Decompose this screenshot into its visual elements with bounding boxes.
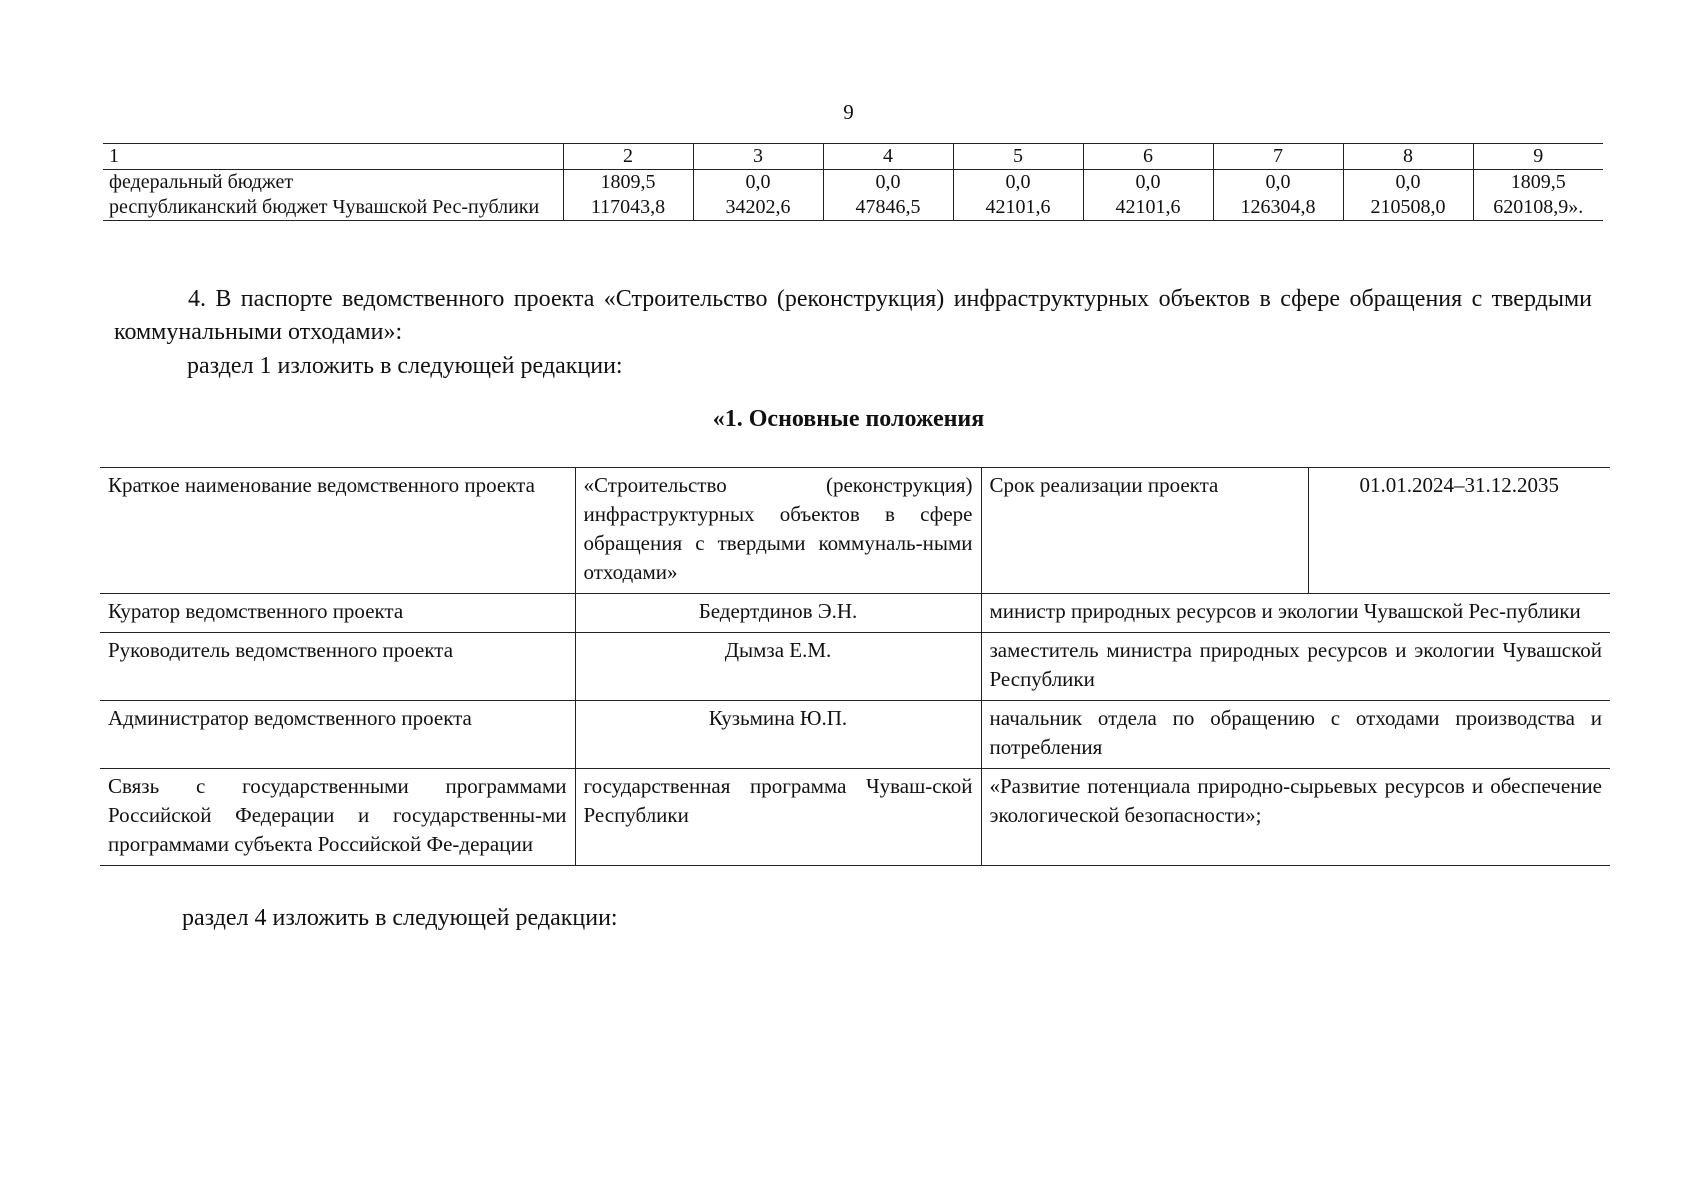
table-cell: 1809,5 <box>563 170 693 196</box>
table-cell: 1809,5 <box>1473 170 1603 196</box>
term-value: 01.01.2024–31.12.2035 <box>1308 468 1610 594</box>
row-label: республиканский бюджет Чувашской Рес-публики <box>103 195 563 221</box>
table-row <box>100 594 1610 633</box>
table-cell: 210508,0 <box>1343 195 1473 221</box>
table-cell: 620108,9». <box>1473 195 1603 221</box>
column-header: 4 <box>823 144 953 170</box>
program-link-label: Связь с государственными программами Российской Федерации и государственны-ми программами субъекта Российской Фе-дерации <box>100 769 575 866</box>
admin-name: Кузьмина Ю.П. <box>575 701 981 769</box>
column-header: 7 <box>1213 144 1343 170</box>
admin-label: Администратор ведомственного проекта <box>100 701 575 769</box>
column-header: 9 <box>1473 144 1603 170</box>
table-row <box>100 468 1610 594</box>
program-link-program: государственная программа Чуваш-ской Республики <box>575 769 981 866</box>
curator-name: Бедертдинов Э.Н. <box>575 594 981 633</box>
program-link-name: «Развитие потенциала природно-сырьевых ресурсов и обеспечение экологической безопасности»; <box>981 769 1610 866</box>
section-heading: «1. Основные положения <box>712 406 985 432</box>
page-number: 9 <box>843 100 854 124</box>
table-cell: 126304,8 <box>1213 195 1343 221</box>
short-name-label: Краткое наименование ведомственного проекта <box>100 468 575 594</box>
paragraph-4: 4. В паспорте ведомственного проекта «Строительство (реконструкция) инфраструктурных объектов в сфере обращения с твердыми коммунальными отходами»: <box>114 286 1592 345</box>
project-passport-table <box>100 467 1610 866</box>
table-cell: 0,0 <box>1083 170 1213 196</box>
term-label: Срок реализации проекта <box>981 468 1308 594</box>
head-name: Дымза Е.М. <box>575 633 981 701</box>
curator-label: Куратор ведомственного проекта <box>100 594 575 633</box>
budget-table <box>103 143 1603 221</box>
table-cell: 0,0 <box>693 170 823 196</box>
table-row <box>100 701 1610 769</box>
table-cell: 0,0 <box>953 170 1083 196</box>
paragraph-section-4: раздел 4 изложить в следующей редакции: <box>182 905 618 931</box>
column-header: 3 <box>693 144 823 170</box>
table-row <box>103 195 1603 221</box>
table-cell: 117043,8 <box>563 195 693 221</box>
table-row <box>103 170 1603 196</box>
table-cell: 42101,6 <box>1083 195 1213 221</box>
table-cell: 34202,6 <box>693 195 823 221</box>
column-header: 2 <box>563 144 693 170</box>
table-cell: 0,0 <box>823 170 953 196</box>
column-header: 6 <box>1083 144 1213 170</box>
paragraph-section-1: раздел 1 изложить в следующей редакции: <box>187 353 623 379</box>
table-cell: 0,0 <box>1213 170 1343 196</box>
table-cell: 42101,6 <box>953 195 1083 221</box>
budget-table-header <box>103 144 1603 170</box>
column-header: 5 <box>953 144 1083 170</box>
head-position: заместитель министра природных ресурсов и экологии Чувашской Республики <box>981 633 1610 701</box>
row-label: федеральный бюджет <box>103 170 563 196</box>
column-header: 1 <box>103 144 563 170</box>
head-label: Руководитель ведомственного проекта <box>100 633 575 701</box>
column-header: 8 <box>1343 144 1473 170</box>
admin-position: начальник отдела по обращению с отходами производства и потребления <box>981 701 1610 769</box>
table-cell: 0,0 <box>1343 170 1473 196</box>
curator-position: министр природных ресурсов и экологии Чувашской Рес-публики <box>981 594 1610 633</box>
table-cell: 47846,5 <box>823 195 953 221</box>
short-name-value: «Строительство (реконструкция) инфраструктурных объектов в сфере обращения с твердыми коммуналь-ными отходами» <box>575 468 981 594</box>
table-row <box>100 769 1610 866</box>
table-row <box>100 633 1610 701</box>
